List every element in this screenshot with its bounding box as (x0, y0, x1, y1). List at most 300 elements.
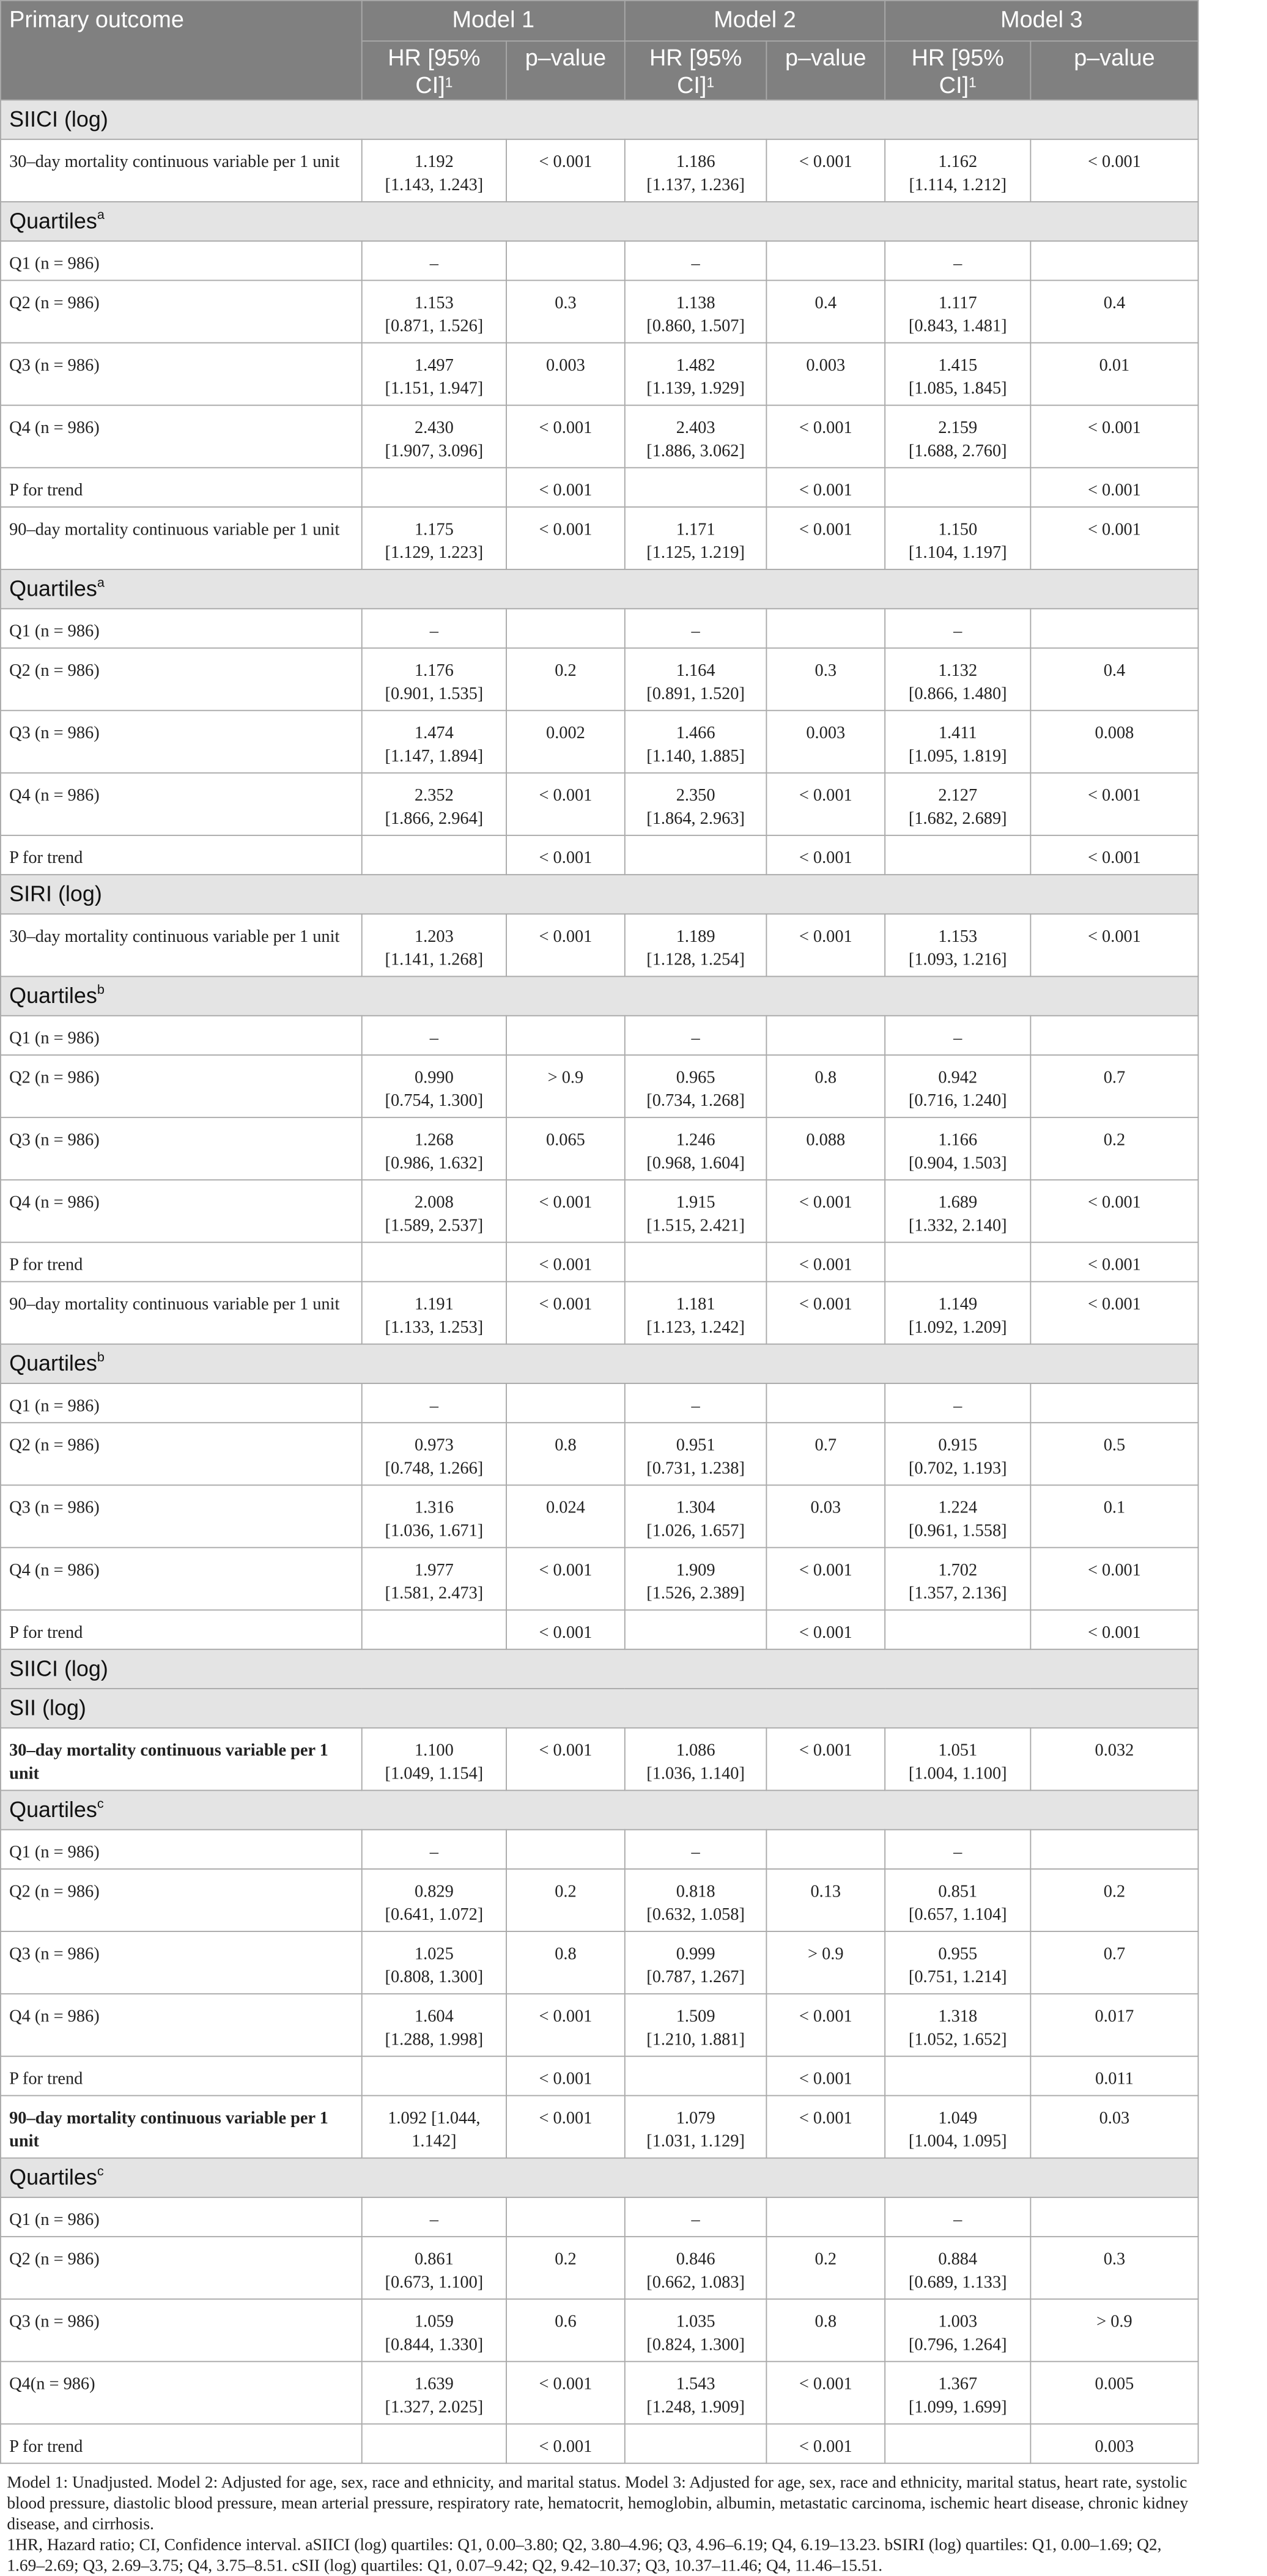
confidence-interval-value: [1.682, 2.689] (908, 809, 1007, 828)
hazard-ratio-value: 1.079 (676, 2108, 715, 2128)
hr-ci-cell (885, 1282, 1030, 1344)
hazard-ratio-value: 1.203 (414, 927, 454, 946)
table-row (1, 648, 1199, 711)
hazard-ratio-value: 1.138 (676, 293, 715, 313)
hr-ci-header: HR [95% CI]$^1$ (625, 41, 767, 100)
hr-ci-cell (625, 1728, 767, 1790)
hr-ci-cell (625, 1282, 767, 1344)
hazard-ratio-value: 1.175 (414, 519, 454, 539)
row-label: P for trend (1, 1242, 362, 1281)
p-value-cell: < 0.001 (766, 139, 885, 202)
table-row (1, 2299, 1199, 2361)
hr-ci-cell (885, 2237, 1030, 2299)
hr-ci-cell (885, 507, 1030, 569)
hazard-ratio-value: – (953, 1396, 962, 1415)
table-row (1, 1869, 1199, 1931)
confidence-interval-value: [1.140, 1.885] (646, 746, 745, 766)
p-value-cell: < 0.001 (506, 2056, 625, 2095)
confidence-interval-value: [0.891, 1.520] (646, 684, 745, 703)
hazard-ratio-value: 1.153 (414, 293, 454, 313)
table-row (1, 1282, 1199, 1344)
hr-ci-cell (625, 1242, 767, 1281)
hr-ci-cell (625, 773, 767, 835)
section-title: SIRI (log) (1, 875, 1199, 914)
row-label: Q4 (n = 986) (1, 1180, 362, 1242)
hazard-ratio-value: 1.003 (938, 2312, 978, 2331)
hazard-ratio-value: 2.403 (676, 418, 715, 437)
hr-ci-cell (625, 1423, 767, 1485)
p-value-cell: 0.6 (506, 2299, 625, 2361)
confidence-interval-value: [0.751, 1.214] (908, 1967, 1007, 1986)
confidence-interval-value: [0.961, 1.558] (908, 1520, 1007, 1541)
p-value-cell: 0.088 (766, 1117, 885, 1180)
confidence-interval-value: [0.871, 1.526] (385, 316, 484, 336)
hr-ci-cell (885, 1610, 1030, 1649)
confidence-interval-value: [0.787, 1.267] (646, 1967, 745, 1986)
hazard-ratio-value: – (429, 2210, 438, 2229)
hr-ci-cell (885, 280, 1030, 342)
hazard-ratio-value: 1.689 (938, 1193, 978, 1212)
row-label: P for trend (1, 2056, 362, 2095)
row-label: Q4 (n = 986) (1, 1547, 362, 1610)
p-value-cell: 0.017 (1030, 1994, 1198, 2056)
hr-ci-cell (362, 914, 506, 976)
hazard-ratio-value: 0.955 (938, 1944, 978, 1964)
p-value-cell: 0.008 (1030, 711, 1198, 773)
p-value-cell: < 0.001 (766, 1282, 885, 1344)
p-value-cell: < 0.001 (766, 773, 885, 835)
hazard-ratio-value: 1.059 (414, 2312, 454, 2331)
p-value-cell: 0.3 (506, 280, 625, 342)
table-row (1, 1383, 1199, 1423)
hr-ci-cell (885, 648, 1030, 711)
p-value-cell: 0.003 (766, 711, 885, 773)
hazard-ratio-value: 1.191 (414, 1294, 454, 1314)
table-row (1, 1423, 1199, 1485)
hr-ci-cell (362, 1610, 506, 1649)
row-label: 30–day mortality continuous variable per 1 unit (1, 914, 362, 976)
hr-ci-cell (885, 2424, 1030, 2463)
hazard-ratio-value: 0.851 (938, 1881, 978, 1901)
hazard-ratio-value: 2.430 (414, 418, 454, 437)
model-3-header: Model 3 (885, 1, 1198, 41)
confidence-interval-value: [1.036, 1.140] (646, 1763, 745, 1783)
confidence-interval-value: [1.095, 1.819] (908, 746, 1007, 766)
confidence-interval-value: [0.968, 1.604] (646, 1153, 745, 1172)
hazard-ratio-value: 1.543 (676, 2374, 715, 2394)
hr-ci-cell (362, 648, 506, 711)
hr-ci-cell (625, 2299, 767, 2361)
hr-ci-cell (625, 405, 767, 468)
hr-ci-cell (362, 1994, 506, 2056)
p-value-cell (506, 609, 625, 648)
hr-ci-cell (362, 507, 506, 569)
confidence-interval-value: [1.125, 1.219] (646, 542, 745, 562)
confidence-interval-value: [1.866, 2.964] (385, 809, 484, 828)
confidence-interval-value: [1.589, 2.537] (385, 1215, 484, 1235)
hazard-ratio-value: 1.100 (414, 1741, 454, 1760)
table-row (1, 1180, 1199, 1242)
hr-ci-cell (362, 835, 506, 875)
hr-ci-cell (362, 1242, 506, 1281)
hazard-ratio-value: – (953, 621, 962, 641)
p-value-cell: 0.024 (506, 1485, 625, 1547)
p-value-cell: < 0.001 (1030, 139, 1198, 202)
p-value-cell: < 0.001 (506, 2424, 625, 2463)
p-value-cell: > 0.9 (766, 1931, 885, 1994)
p-value-cell: < 0.001 (506, 1547, 625, 1610)
hazard-ratio-value: – (691, 1396, 700, 1415)
row-label: Q2 (n = 986) (1, 1423, 362, 1485)
hazard-ratio-value: – (691, 621, 700, 641)
p-value-cell: < 0.001 (1030, 773, 1198, 835)
hazard-ratio-value: 1.702 (938, 1560, 978, 1580)
row-label: Q4 (n = 986) (1, 1994, 362, 2056)
row-label: Q1 (n = 986) (1, 2197, 362, 2237)
hr-ci-cell (362, 2424, 506, 2463)
row-label: Q3 (n = 986) (1, 2299, 362, 2361)
hazard-ratio-value: 1.162 (938, 152, 978, 171)
table-row (1, 1485, 1199, 1547)
table-row (1, 241, 1199, 280)
p-value-cell: < 0.001 (506, 1994, 625, 2056)
row-label: Q3 (n = 986) (1, 343, 362, 405)
p-value-cell: < 0.001 (1030, 507, 1198, 569)
p-value-cell (1030, 1016, 1198, 1055)
hazard-ratio-value: 1.318 (938, 2006, 978, 2026)
hazard-ratio-value: 1.149 (938, 1294, 978, 1314)
p-value-header: p–value (1030, 41, 1198, 100)
p-value-cell: < 0.001 (506, 405, 625, 468)
table-row (1, 507, 1199, 569)
p-value-cell: < 0.001 (1030, 914, 1198, 976)
hazard-ratio-value: 1.466 (676, 723, 715, 742)
hazard-ratio-value: 1.150 (938, 519, 978, 539)
table-row (1, 2096, 1199, 2158)
hr-ci-cell (362, 2056, 506, 2095)
hazard-ratio-value: 0.884 (938, 2249, 978, 2269)
hr-ci-cell (625, 1610, 767, 1649)
hr-ci-cell (625, 609, 767, 648)
row-label: Q4(n = 986) (1, 2361, 362, 2424)
p-value-cell: 0.002 (506, 711, 625, 773)
hazard-ratio-value: – (429, 621, 438, 641)
p-value-cell: < 0.001 (766, 914, 885, 976)
p-value-cell (1030, 241, 1198, 280)
p-value-cell: 0.032 (1030, 1728, 1198, 1790)
hazard-ratio-value: 1.186 (676, 152, 715, 171)
table-row (1, 1547, 1199, 1610)
hazard-ratio-value: 1.482 (676, 355, 715, 375)
hazard-ratio-value: 1.639 (414, 2374, 454, 2394)
hr-ci-cell (885, 1869, 1030, 1931)
p-value-cell: > 0.9 (506, 1055, 625, 1117)
confidence-interval-value: [0.986, 1.632] (385, 1153, 484, 1172)
table-row (1, 1610, 1199, 1649)
section-header-row (1, 977, 1199, 1016)
section-header-row (1, 1689, 1199, 1728)
hr-ci-cell (625, 1830, 767, 1869)
hazard-ratio-value: – (691, 1842, 700, 1862)
confidence-interval-value: [1.052, 1.652] (908, 2029, 1007, 2049)
p-value-cell: 0.03 (1030, 2096, 1198, 2158)
p-value-header: p–value (766, 41, 885, 100)
hr-ci-cell (362, 468, 506, 507)
table-row (1, 2237, 1199, 2299)
row-label: 90–day mortality continuous variable per 1 unit (1, 507, 362, 569)
p-value-cell: < 0.001 (766, 2424, 885, 2463)
hazard-ratio-value: 1.316 (414, 1498, 454, 1517)
hr-ci-cell (885, 2096, 1030, 2158)
hr-ci-cell (885, 1485, 1030, 1547)
hr-ci-cell (362, 609, 506, 648)
hr-ci-cell (362, 1931, 506, 1994)
hr-ci-cell (885, 1016, 1030, 1055)
hr-ci-cell (362, 1423, 506, 1485)
confidence-interval-value: [1.093, 1.216] (908, 950, 1007, 969)
confidence-interval-value: [1.332, 2.140] (908, 1215, 1007, 1235)
hazard-ratio-value: 1.181 (676, 1294, 715, 1314)
row-label: 90–day mortality continuous variable per 1 unit (1, 1282, 362, 1344)
hazard-ratio-value: 0.818 (676, 1881, 715, 1901)
hazard-ratio-value: 1.117 (938, 293, 977, 313)
section-title: SII (log) (1, 1689, 1199, 1728)
hr-ci-cell (885, 139, 1030, 202)
hr-ci-cell (885, 2299, 1030, 2361)
confidence-interval-value: [1.031, 1.129] (646, 2131, 745, 2151)
hazard-ratio-value: 2.159 (938, 418, 978, 437)
row-label: P for trend (1, 835, 362, 875)
p-value-cell: 0.2 (1030, 1117, 1198, 1180)
hr-ci-cell (885, 405, 1030, 468)
hr-ci-cell (885, 1931, 1030, 1994)
table-row (1, 2197, 1199, 2237)
row-label: Q3 (n = 986) (1, 1485, 362, 1547)
row-label: Q4 (n = 986) (1, 773, 362, 835)
row-label: Q2 (n = 986) (1, 280, 362, 342)
table-header (1, 1, 1199, 100)
section-header-row (1, 1344, 1199, 1383)
row-label: P for trend (1, 2424, 362, 2463)
table-row (1, 2424, 1199, 2463)
hazard-ratio-value: 2.008 (414, 1193, 454, 1212)
section-title: Quartiles$^a$ (1, 202, 1199, 241)
hr-ci-cell (625, 1180, 767, 1242)
p-value-cell: < 0.001 (506, 2361, 625, 2424)
confidence-interval-value: [1.114, 1.212] (909, 175, 1007, 194)
p-value-cell: < 0.001 (506, 1728, 625, 1790)
section-header-row (1, 100, 1199, 139)
hazard-ratio-value: 0.829 (414, 1881, 454, 1901)
confidence-interval-value: [1.526, 2.389] (646, 1583, 745, 1603)
row-label: P for trend (1, 468, 362, 507)
table-row (1, 1830, 1199, 1869)
p-value-cell: 0.4 (1030, 648, 1198, 711)
p-value-cell (766, 1383, 885, 1423)
p-value-cell: 0.4 (766, 280, 885, 342)
p-value-cell: < 0.001 (506, 139, 625, 202)
p-value-cell: 0.8 (766, 1055, 885, 1117)
hr-ci-cell (362, 711, 506, 773)
p-value-cell: < 0.001 (766, 468, 885, 507)
confidence-interval-value: [1.036, 1.671] (385, 1520, 484, 1541)
hazard-ratio-value: 1.189 (676, 927, 715, 946)
p-value-cell: < 0.001 (506, 2096, 625, 2158)
table-row (1, 2056, 1199, 2095)
p-value-cell: < 0.001 (1030, 1242, 1198, 1281)
hazard-ratio-value: 2.352 (414, 785, 454, 805)
hr-ci-cell (885, 711, 1030, 773)
hazard-ratio-value: – (953, 1842, 962, 1862)
hr-ci-cell (885, 1830, 1030, 1869)
hr-ci-cell (362, 1383, 506, 1423)
p-value-cell: 0.5 (1030, 1423, 1198, 1485)
hazard-ratio-value: 1.051 (938, 1741, 978, 1760)
row-label: P for trend (1, 1610, 362, 1649)
p-value-cell: < 0.001 (506, 914, 625, 976)
p-value-cell (1030, 1830, 1198, 1869)
p-value-cell: < 0.001 (1030, 1180, 1198, 1242)
p-value-cell (766, 2197, 885, 2237)
table-row (1, 1016, 1199, 1055)
hr-ci-cell (885, 773, 1030, 835)
confidence-interval-value: [1.092, 1.209] (908, 1317, 1007, 1337)
p-value-cell: 0.03 (766, 1485, 885, 1547)
hr-ci-cell (625, 241, 767, 280)
confidence-interval-value: [1.004, 1.095] (908, 2131, 1007, 2151)
p-value-cell: < 0.001 (766, 1180, 885, 1242)
row-label: 30–day mortality continuous variable per 1 unit (1, 1728, 362, 1790)
p-value-cell: < 0.001 (766, 1994, 885, 2056)
confidence-interval-value: [1.137, 1.236] (646, 175, 745, 194)
p-value-cell: < 0.001 (506, 507, 625, 569)
section-title: Quartiles$^c$ (1, 2158, 1199, 2197)
hr-ci-cell (625, 2237, 767, 2299)
hazard-ratio-value: 1.192 (414, 152, 454, 171)
confidence-interval-value: [0.673, 1.100] (385, 2272, 484, 2292)
hazard-ratio-value: – (429, 1842, 438, 1862)
p-value-cell: 0.4 (1030, 280, 1198, 342)
p-value-cell: < 0.001 (506, 1180, 625, 1242)
hazard-ratio-value: 0.942 (938, 1067, 978, 1087)
hazard-ratio-value: 1.304 (676, 1498, 715, 1517)
hazard-ratio-value: 1.909 (676, 1560, 715, 1580)
p-value-cell: 0.8 (506, 1931, 625, 1994)
hazard-ratio-value: 1.604 (414, 2006, 454, 2026)
hazard-ratio-value: 1.086 (676, 1741, 715, 1760)
hr-ci-cell (625, 280, 767, 342)
hr-ci-cell (885, 343, 1030, 405)
p-value-cell: 0.003 (506, 343, 625, 405)
confidence-interval-value: [1.128, 1.254] (646, 950, 745, 969)
confidence-interval-value: [1.210, 1.881] (646, 2029, 745, 2049)
table-row (1, 1055, 1199, 1117)
section-title: SIICI (log) (1, 1649, 1199, 1689)
table-row (1, 835, 1199, 875)
hazard-ratio-value: 1.509 (676, 2006, 715, 2026)
section-title: SIICI (log) (1, 100, 1199, 139)
section-title: Quartiles$^b$ (1, 1344, 1199, 1383)
row-label: Q3 (n = 986) (1, 711, 362, 773)
hazard-ratio-value: 1.166 (938, 1130, 978, 1150)
p-value-cell (1030, 1383, 1198, 1423)
p-value-cell: < 0.001 (506, 1610, 625, 1649)
p-value-cell: 0.7 (766, 1423, 885, 1485)
table-row (1, 139, 1199, 202)
hr-ci-cell (362, 405, 506, 468)
hr-ci-cell (885, 2056, 1030, 2095)
section-header-row (1, 875, 1199, 914)
section-title: Quartiles$^b$ (1, 977, 1199, 1016)
hazard-ratio-value: 1.474 (414, 723, 454, 742)
confidence-interval-value: [1.139, 1.929] (646, 379, 745, 398)
confidence-interval-value: [1.099, 1.699] (908, 2397, 1007, 2417)
confidence-interval-value: [1.864, 2.963] (646, 809, 745, 828)
confidence-interval-value: [0.860, 1.507] (646, 316, 745, 336)
table-row (1, 914, 1199, 976)
p-value-cell: 0.005 (1030, 2361, 1198, 2424)
hazard-ratio-value: – (691, 1028, 700, 1048)
p-value-cell (766, 1830, 885, 1869)
hr-ci-cell (625, 2056, 767, 2095)
hr-ci-cell (625, 1055, 767, 1117)
table-footnote: Model 1: Unadjusted. Model 2: Adjusted for age, sex, race and ethnicity, and marital status. Model 3: Adjusted for age, sex, race and ethnicity, marital status, heart rate, systolic blood pressure, diastolic blood pressure, mean arterial pressure, respiratory rate, hematocrit, hemoglobin, albumin, metastatic carcinoma, ischemic heart disease, chronic kidney disease, and cirrhosis. 1HR, Hazard ratio; CI, Confidence interval. aSIICI (log) quartiles: Q1, 0.00–3.80; Q2, 3.80–4.96; Q3, 4.96–6.19; Q4, 6.19–13.23. bSIRI (log) quartiles: Q1, 0.00–1.69; Q2, 1.69–2.69; Q3, 2.69–3.75; Q4, 3.75–8.51. cSII (log) quartiles: Q1, 0.07–9.42; Q2, 9.42–10.37; Q3, 10.37–11.46; Q4, 11.46–15.51. (7, 2473, 1189, 2575)
hazard-ratio-value: 1.132 (938, 661, 978, 680)
confidence-interval-value: [0.843, 1.481] (908, 316, 1007, 336)
hr-ci-cell (885, 609, 1030, 648)
p-value-cell: 0.011 (1030, 2056, 1198, 2095)
p-value-cell: < 0.001 (1030, 835, 1198, 875)
confidence-interval-value: [0.904, 1.503] (908, 1153, 1007, 1172)
hr-ci-cell (885, 835, 1030, 875)
hr-ci-cell (362, 1016, 506, 1055)
hr-ci-header: HR [95% CI]$^1$ (362, 41, 506, 100)
confidence-interval-value: [1.515, 2.421] (646, 1215, 745, 1235)
hazard-ratio-value: 0.861 (414, 2249, 454, 2269)
confidence-interval-value: [1.327, 2.025] (385, 2397, 484, 2417)
p-value-cell: < 0.001 (1030, 468, 1198, 507)
hr-ci-cell (885, 914, 1030, 976)
hr-ci-cell (362, 280, 506, 342)
hazard-ratio-value: – (429, 253, 438, 273)
hr-ci-cell (885, 1383, 1030, 1423)
p-value-cell: < 0.001 (766, 1610, 885, 1649)
hr-ci-cell (625, 1485, 767, 1547)
hr-ci-cell (625, 648, 767, 711)
hr-ci-cell (885, 1547, 1030, 1610)
hazard-ratio-value: – (953, 2210, 962, 2229)
confidence-interval-value: [0.641, 1.072] (385, 1904, 484, 1924)
row-label: Q1 (n = 986) (1, 1830, 362, 1869)
hazard-ratio-value: 1.367 (938, 2374, 978, 2394)
row-label: Q1 (n = 986) (1, 1383, 362, 1423)
hr-ci-cell (625, 468, 767, 507)
confidence-interval-value: [1.141, 1.268] (385, 950, 484, 969)
p-value-cell: < 0.001 (766, 1242, 885, 1281)
row-label: Q4 (n = 986) (1, 405, 362, 468)
hazard-ratio-value: 1.049 (938, 2108, 978, 2128)
hr-ci-cell (885, 468, 1030, 507)
hazard-ratio-value: 0.965 (676, 1067, 715, 1087)
hr-ci-cell (362, 1180, 506, 1242)
p-value-cell: 0.3 (1030, 2237, 1198, 2299)
hazard-ratio-value: 1.915 (676, 1193, 715, 1212)
hazard-ratio-value: 1.224 (938, 1498, 978, 1517)
hazard-ratio-value: 0.846 (676, 2249, 715, 2269)
p-value-cell: 0.7 (1030, 1055, 1198, 1117)
row-label: Q3 (n = 986) (1, 1117, 362, 1180)
hr-ci-cell (625, 1547, 767, 1610)
